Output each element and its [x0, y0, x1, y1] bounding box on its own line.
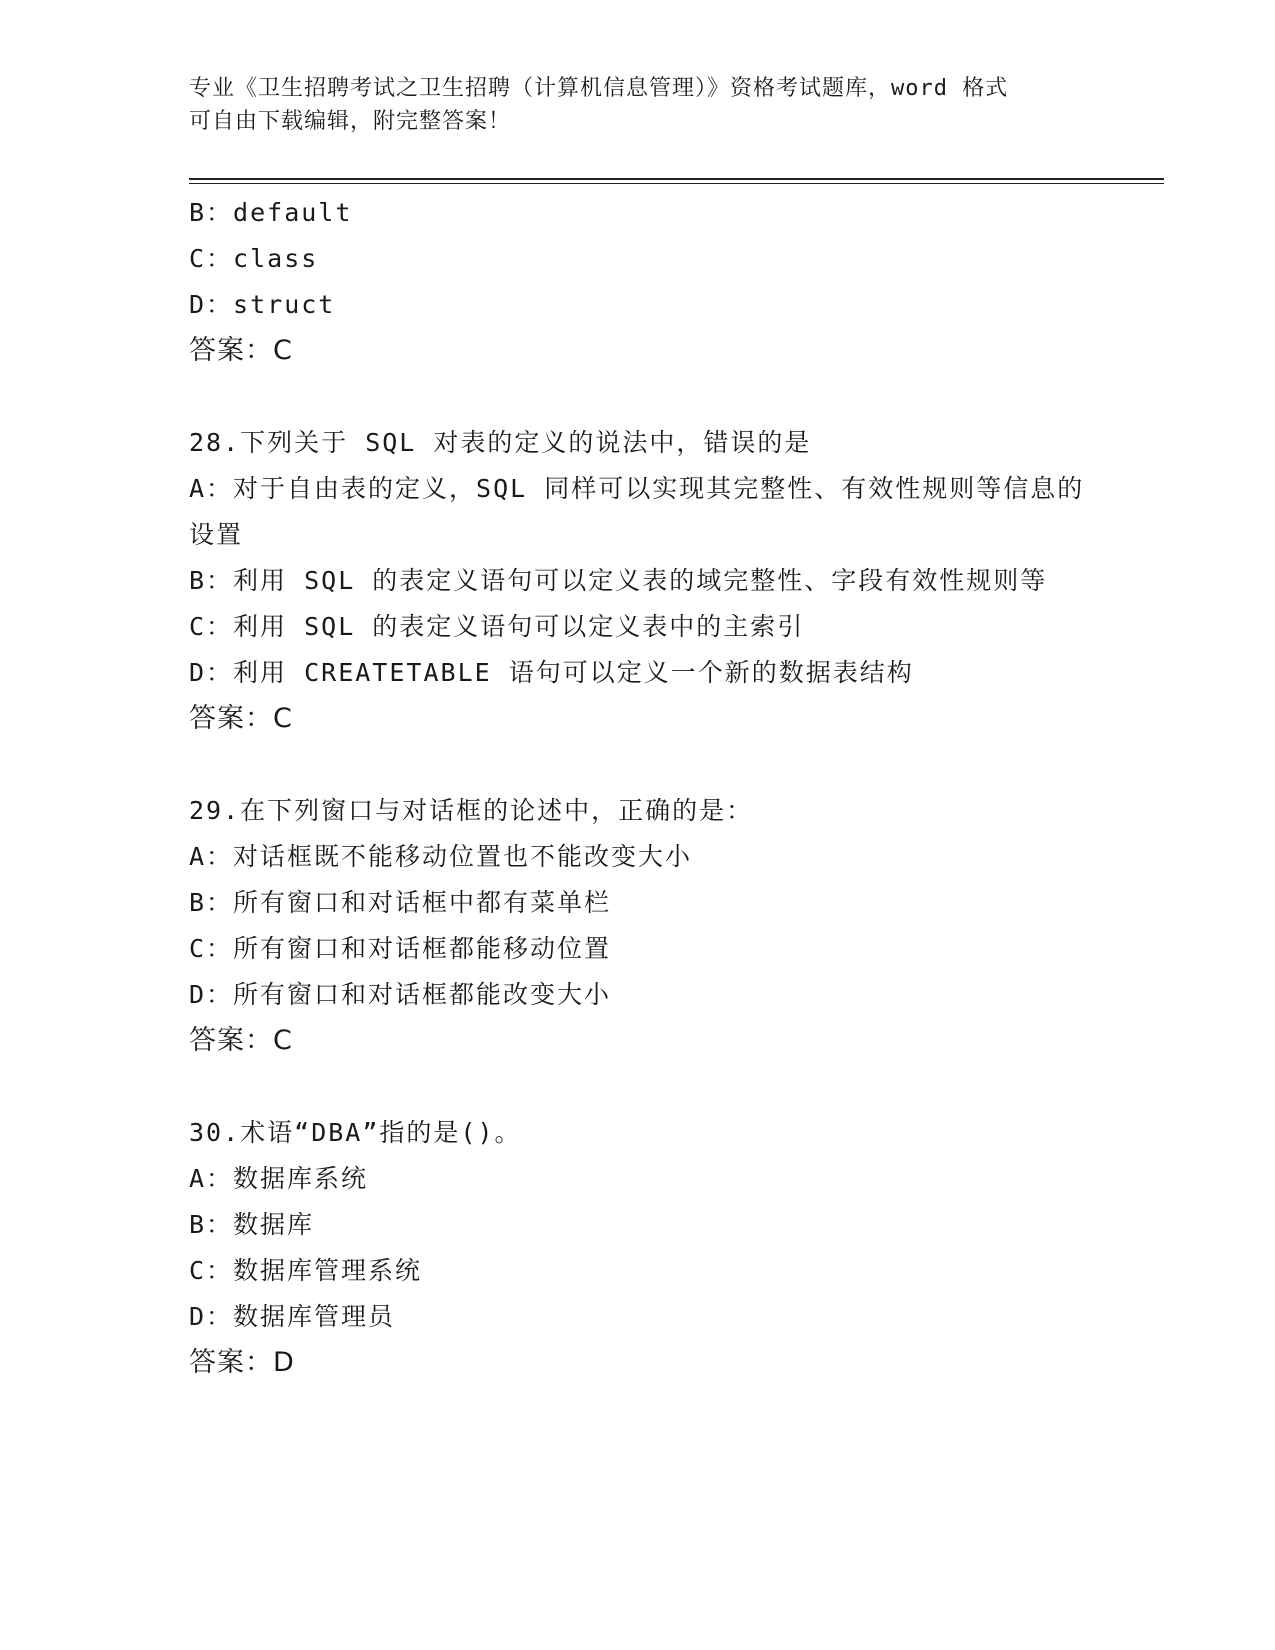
option-b: B：所有窗口和对话框中都有菜单栏 [189, 888, 612, 917]
question-28 [189, 420, 1089, 742]
answer: 答案：C [189, 335, 293, 366]
question-text: 29.在下列窗口与对话框的论述中，正确的是： [189, 796, 754, 825]
option-a: A：对于自由表的定义，SQL 同样可以实现其完整性、有效性规则等信息的设置 [189, 474, 1085, 549]
option-c: C：所有窗口和对话框都能移动位置 [189, 934, 612, 963]
option-c: C：利用 SQL 的表定义语句可以定义表中的主索引 [189, 612, 805, 641]
option-c: C：数据库管理系统 [189, 1256, 423, 1285]
question-30 [189, 1110, 1089, 1386]
question-29 [189, 788, 1089, 1064]
header-line-2: 可自由下载编辑，附完整答案！ [189, 109, 512, 134]
question-27-tail [189, 190, 1089, 374]
question-text: 30.术语“DBA”指的是()。 [189, 1118, 522, 1147]
answer: 答案：D [189, 1347, 295, 1378]
option-d: D：struct [189, 290, 336, 319]
header-divider [189, 178, 1164, 184]
option-a: A：数据库系统 [189, 1164, 369, 1193]
option-b: B：数据库 [189, 1210, 315, 1239]
option-b: B：default [189, 198, 353, 227]
question-text: 28.下列关于 SQL 对表的定义的说法中，错误的是 [189, 428, 812, 457]
option-d: D：利用 CREATETABLE 语句可以定义一个新的数据表结构 [189, 658, 914, 687]
answer: 答案：C [189, 1025, 293, 1056]
question-list [189, 190, 1089, 1386]
header-line-1: 专业《卫生招聘考试之卫生招聘（计算机信息管理）》资格考试题库，word 格式 [189, 76, 1009, 101]
option-c: C：class [189, 244, 319, 273]
page-header [189, 72, 1069, 138]
option-a: A：对话框既不能移动位置也不能改变大小 [189, 842, 693, 871]
answer: 答案：C [189, 703, 293, 734]
spacer [189, 374, 1089, 420]
option-d: D：数据库管理员 [189, 1302, 396, 1331]
option-b: B：利用 SQL 的表定义语句可以定义表的域完整性、字段有效性规则等 [189, 566, 1048, 595]
spacer [189, 742, 1089, 788]
spacer [189, 1064, 1089, 1110]
option-d: D：所有窗口和对话框都能改变大小 [189, 980, 612, 1009]
